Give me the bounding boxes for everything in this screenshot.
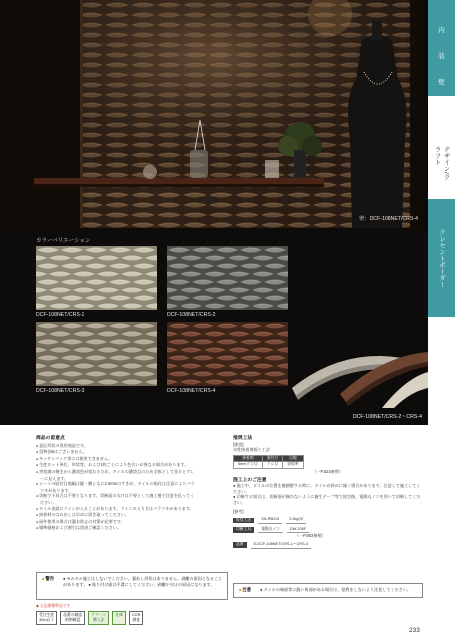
note-item: ● タイル表面にラインが入ることがあります。ラインの入り方はバラツキがあります。: [36, 506, 198, 513]
adhesive-header-1: 張付け: [262, 455, 282, 462]
note-item: ● 屋外使用の場合は漏水防止の対策が必要です。: [36, 519, 198, 526]
adhesive-cell-0: 5mmクシ目: [234, 462, 263, 469]
note-item: ● 役物품Bはございません。: [36, 449, 198, 456]
swatch-label-crs-3: DCF-108NET/CRS-3: [36, 388, 85, 394]
section-tab-interior-wall[interactable]: [428, 0, 455, 96]
notes-list: [36, 443, 198, 532]
woven-tile-pattern: [167, 246, 288, 310]
construction-title: 推奨工法: [233, 436, 253, 441]
section-tab-label: [433, 18, 450, 96]
warning-head: ▲警告: [41, 576, 55, 581]
badge-line: 30m以下: [39, 617, 55, 622]
section-tab-char: 内: [438, 27, 445, 34]
swatch-label-crs-4: DCF-108NET/CRS-4: [167, 388, 216, 394]
chapter-tab-strip: [428, 0, 455, 644]
swatch-crs-2: [167, 246, 288, 310]
badge: [60, 611, 85, 625]
warning-triangle-icon: ▲: [41, 576, 46, 581]
interior-scene-illustration: [0, 0, 428, 228]
tab-crescent-border-label: クレセントボーダー: [438, 228, 445, 288]
note-item: ● 切断で不具合は不要となります。切断面の欠けは不要として施工後で注意を払ってください。: [36, 493, 198, 505]
adhesive-cell-1: クシ目: [262, 462, 282, 469]
caution-triangle-icon: ▲: [238, 587, 243, 592]
badge-line: 購入法: [93, 617, 105, 622]
badge-line: 品番の確認: [63, 613, 83, 617]
badge-line: CGR: [131, 613, 141, 617]
section-tab-char: 装: [438, 53, 445, 60]
construction-subtitle: [推奨]: [233, 441, 244, 447]
hero-caption: 壁：DCF-108NET/CRS-4: [359, 216, 418, 222]
note-item: ● シートの貼付目地幅は縦・横ともに2.5mmのすきが、タイルの貼付は注意によりバラツキがあります。: [36, 481, 198, 493]
spec-value-0: SN-RB/G3: [258, 517, 282, 524]
tab-design-craft[interactable]: [428, 146, 455, 184]
curved-tile-pieces-illustration: [282, 348, 428, 408]
adhesive-header-2: 目地: [283, 455, 303, 462]
variation-title: カラーバリエーション: [36, 238, 91, 244]
badge-line: グリーン: [91, 613, 107, 617]
badge-line: 在庫: [115, 613, 123, 617]
badges-section: [36, 603, 143, 625]
spec-tag-0: 推奨工法: [233, 518, 254, 524]
caution-text: ● タイルの端部等に鋭い角部がある場合は、怪我をしないよう注意してください。: [260, 587, 411, 592]
woven-tile-pattern: [36, 322, 157, 386]
spec-tag-1: 切断工具: [233, 527, 254, 533]
note-item: ● キッチンバック等には使用できません。: [36, 456, 198, 463]
caution-head: ▲注意: [238, 587, 252, 592]
spec-extra-1: DW-105F: [287, 527, 309, 534]
badge-line: 納期確認: [65, 617, 81, 622]
woven-tile-pattern: [36, 246, 157, 310]
badge: [112, 611, 126, 625]
caution-box: [233, 583, 423, 598]
badge: [129, 611, 143, 625]
adhesive-header-0: 接着剤: [234, 455, 263, 462]
note-item: ● 窯変調の焼きから濃淡色が変わるため、タイルの濃淡目のため全体として見るとグレーに見えます。: [36, 469, 198, 481]
badge-line: 調査: [132, 617, 140, 622]
badge: [88, 611, 109, 625]
color-variation-section: [0, 228, 428, 425]
note-item: ● 生産ロット単位、形状等、および1枚ごとにより色合いが異なる場合があります。: [36, 462, 198, 469]
spec-value-1: 電動丸ノコ: [258, 527, 283, 534]
note-item: ● 接着材のはみ出しは早めに拭き取ってください。: [36, 512, 198, 519]
woven-tile-pattern: [167, 322, 288, 386]
note-item: ● 標準価格および割引は別途ご確認ください。: [36, 525, 198, 532]
tab-crescent-border[interactable]: [428, 199, 455, 317]
swatch-label-crs-2: DCF-108NET/CRS-2: [167, 312, 216, 318]
construction-info: [233, 436, 423, 549]
product-code-tag: 品番: [233, 542, 247, 548]
badge-line: 受注生産: [39, 613, 55, 617]
spec-row-0: [233, 517, 423, 524]
adhesive-cell-2: 容積率: [283, 462, 303, 469]
product-notes: [36, 436, 198, 532]
badges-title: ◆ 全品番標準品です: [36, 604, 71, 608]
construction-method: 水性接着剤張り工法: [233, 447, 270, 453]
warning-text: ● モルタル施工はしないでください。裏あし形状はありません。剥離の原因となることがあります。 ● 貼り付け面は平滑にしてください。剥離や欠けの原因になります。: [63, 576, 223, 587]
spec-row-1: [233, 527, 423, 534]
swatch-crs-4: [167, 322, 288, 386]
table-note: （一P.633参照）: [312, 468, 343, 474]
product-code-row: [233, 542, 423, 549]
product-code: E-DCF-108NET/CRS-1〜CRS-4: [251, 542, 311, 549]
warning-box: [36, 572, 228, 600]
page-number: 233: [409, 627, 420, 634]
care-item-1: ● 切断する場合は、切断面が揃わないように養生テープ等で固定後、電動丸ノコを用いて切断してください。: [233, 494, 421, 505]
badge-row: [36, 611, 143, 625]
section-tab-char: 壁: [438, 79, 445, 86]
care-item-0: ● 施工中、タイルの位置を微調整する時に、タイルが斜めに傾く場合があります。注意して施工してください。: [233, 483, 421, 494]
swatch-crs-3: [36, 322, 157, 386]
care-title: 施工上のご注意: [233, 477, 267, 483]
pieces-caption: DCF-108NET/CRS-2〜CRS-4: [352, 414, 422, 420]
specs-title: [参考]: [233, 508, 244, 514]
spec-extra-0: 2.0kg/㎡: [286, 517, 306, 524]
note-item: ● 意匠形状の専用商品です。: [36, 443, 198, 450]
swatch-crs-1: [36, 246, 157, 310]
swatch-label-crs-1: DCF-108NET/CRS-1: [36, 312, 85, 318]
tab-design-craft-label: デザイン/クラフト: [433, 146, 450, 181]
spec-note: （一P.803参照）: [295, 533, 326, 539]
notes-title: 商品の留意点: [36, 436, 65, 441]
adhesive-table: [233, 455, 304, 469]
hero-photo: [0, 0, 428, 228]
badge: [36, 611, 57, 625]
